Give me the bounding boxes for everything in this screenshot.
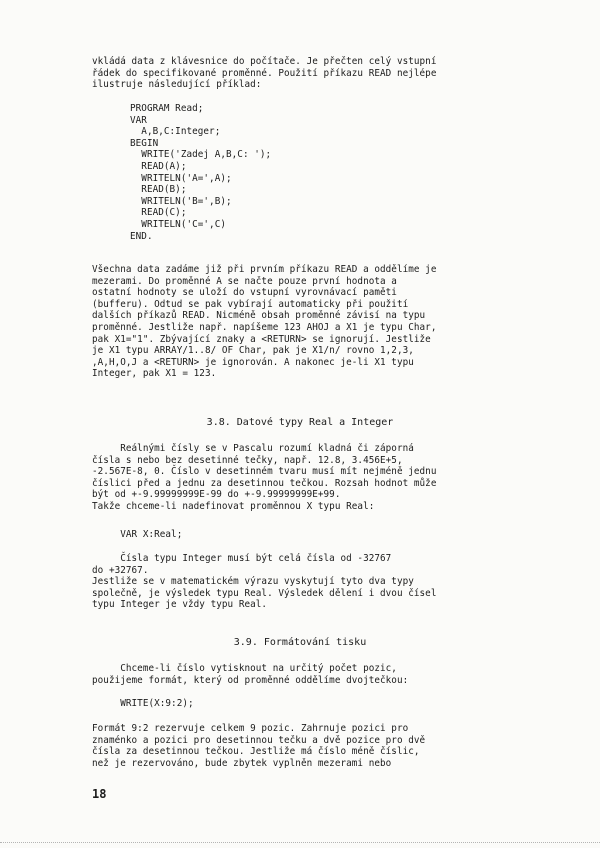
code-line: VAR X:Real; xyxy=(92,529,183,540)
paragraph-format-explanation xyxy=(92,723,572,769)
text-line: ,A,H,O,J a <RETURN> je ignorován. A nakonec je-li X1 typu xyxy=(92,356,414,368)
paragraph-real-numbers xyxy=(92,443,572,513)
code-line: PROGRAM Read; xyxy=(130,103,204,114)
section-heading-3-8: 3.8. Datové typy Real a Integer xyxy=(206,417,394,428)
text-line: proměnné. Jestliže např. napíšeme 123 AHOJ a X1 je typu Char, xyxy=(92,321,437,333)
code-line: WRITE('Zadej A,B,C: '); xyxy=(130,149,272,161)
text-line: (bufferu). Odtud se pak vybírají automaticky při použití xyxy=(92,298,409,310)
text-line: být od +-9.99999999E-99 do +-9.99999999E+99. xyxy=(92,489,341,501)
text-line: čísla za desetinnou tečkou. Jestliže má číslo méně číslic, xyxy=(92,746,420,758)
text-line: Takže chceme-li nadefinovat proměnnou X typu Real: xyxy=(92,500,375,512)
text-line: Jestliže se v matematickém výrazu vyskytují tyto dva typy xyxy=(92,576,414,588)
text-line: než je rezervováno, bude zbytek vyplněn mezerami nebo xyxy=(92,757,392,769)
text-line: ostatní hodnoty se uloží do vstupní vyrovnávací paměti xyxy=(92,287,397,299)
code-line: READ(C); xyxy=(130,207,187,219)
text-line: pak X1="1". Zbývající znaky a <RETURN> se ignorují. Jestliže xyxy=(92,333,431,345)
code-line: VAR xyxy=(130,114,147,126)
code-line: WRITELN('A=',A); xyxy=(130,172,232,184)
code-line: WRITELN('B=',B); xyxy=(130,195,232,207)
paragraph-format-intro xyxy=(92,663,572,686)
text-line: mezerami. Do proměnné A se načte pouze první hodnota a xyxy=(92,275,397,287)
paragraph-read-explanation xyxy=(92,264,572,380)
paragraph-integer xyxy=(92,553,572,611)
page-number: 18 xyxy=(92,787,107,801)
text-line: znaménko a pozici pro desetinnou tečku a dvě pozice pro dvě xyxy=(92,734,426,746)
section-heading-3-9: 3.9. Formátování tisku xyxy=(233,637,367,648)
text-line: dalších příkazů READ. Nicméně obsah proměnné závisí na typu xyxy=(92,310,426,322)
text-line: typu Integer je vždy typu Real. xyxy=(92,599,268,611)
code-line: A,B,C:Integer; xyxy=(130,126,221,138)
text-line: do +32767. xyxy=(92,564,149,576)
code-block-read xyxy=(92,103,572,242)
text-line: číslici před a jednu za desetinnou tečkou. Rozsah hodnot může xyxy=(92,477,437,489)
text-line: Čísla typu Integer musí být celá čísla od -32767 xyxy=(92,553,392,564)
text-line: Reálnými čísly se v Pascalu rozumí kladná či záporná xyxy=(92,443,414,454)
text-line: -2.567E-8, 0. Číslo v desetinném tvaru musí mít nejméně jednu xyxy=(92,466,437,478)
text-line: čísla s nebo bez desetinné tečky, např. 12.8, 3.456E+5, xyxy=(92,454,403,466)
text-line: ilustruje následující příklad: xyxy=(92,79,262,91)
paragraph-read-intro xyxy=(92,56,572,91)
code-line-write-format xyxy=(92,698,572,710)
text-line: použijeme formát, který od proměnné oddělíme dvojtečkou: xyxy=(92,674,409,686)
text-line: je X1 typu ARRAY/1..8/ OF Char, pak je X1/n/ rovno 1,2,3, xyxy=(92,345,414,357)
text-line: Chceme-li číslo vytisknout na určitý počet pozic, xyxy=(92,663,397,674)
code-line: READ(A); xyxy=(130,160,187,172)
code-line: WRITELN('C=',C) xyxy=(130,218,227,230)
text-line: řádek do specifikované proměnné. Použití příkazu READ nejlépe xyxy=(92,67,437,79)
code-line: WRITE(X:9:2); xyxy=(92,698,194,709)
page-bottom-edge xyxy=(0,842,600,844)
code-line: BEGIN xyxy=(130,137,159,149)
code-line: END. xyxy=(130,230,153,242)
text-line: Všechna data zadáme již při prvním příkazu READ a oddělíme je xyxy=(92,264,437,275)
text-line: Integer, pak X1 = 123. xyxy=(92,368,217,380)
code-line-var-real xyxy=(92,529,572,541)
code-line: READ(B); xyxy=(130,184,187,196)
text-line: Formát 9:2 rezervuje celkem 9 pozic. Zahrnuje pozici pro xyxy=(92,723,409,734)
text-line: vkládá data z klávesnice do počítače. Je přečten celý vstupní xyxy=(92,56,437,67)
text-line: společně, je výsledek typu Real. Výsledek dělení i dvou čísel xyxy=(92,587,437,599)
